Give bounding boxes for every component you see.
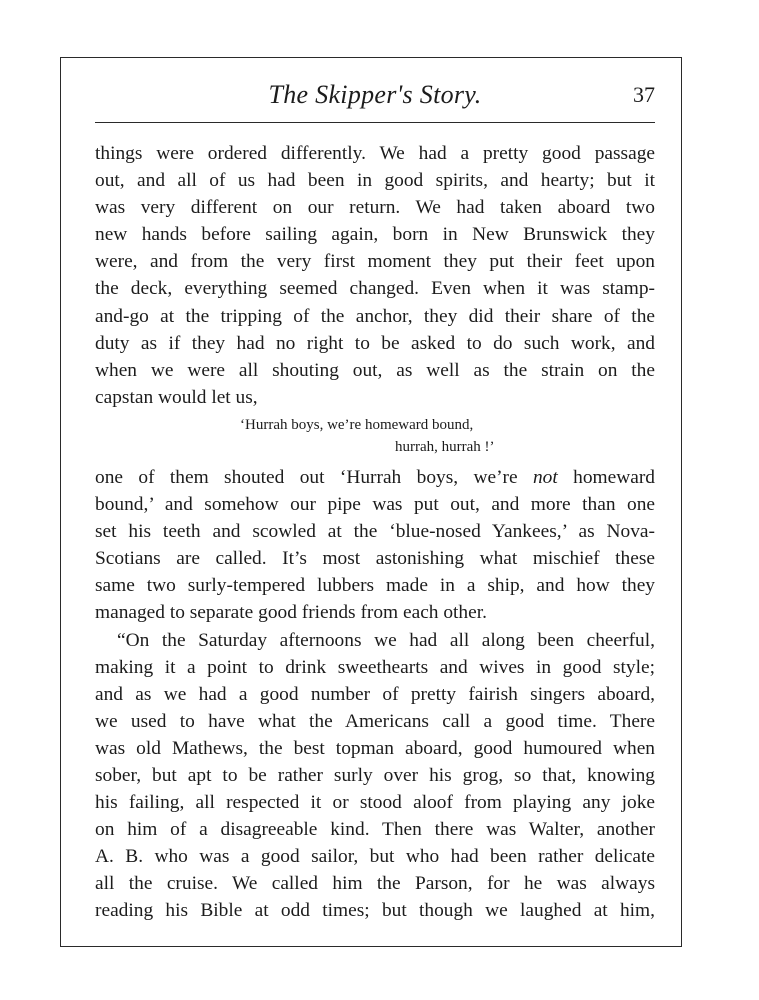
header-rule	[95, 122, 655, 123]
text-line: bound,’ and somehow our pipe was put out, and more than one	[95, 494, 655, 516]
page-number: 37	[633, 82, 655, 107]
paragraph-3	[95, 627, 655, 925]
text-line: on him of a disagreeable kind. Then there was Walter, another	[95, 819, 655, 841]
running-title: The Skipper's Story.	[268, 80, 482, 109]
text-line: was very different on our return. We had taken aboard two	[95, 197, 655, 219]
page-header	[95, 78, 655, 118]
text-line: new hands before sailing again, born in New Brunswick they	[95, 224, 655, 246]
text-line: were, and from the very first moment they put their feet upon	[95, 251, 655, 273]
text-line: and-go at the tripping of the anchor, they did their share of the	[95, 305, 655, 327]
text-line: “On the Saturday afternoons we had all along been cheerful,	[117, 629, 655, 651]
text-line: we used to have what the Americans call a good time. There	[95, 710, 655, 732]
text-line: set his teeth and scowled at the ‘blue-nosed Yankees,’ as Nova-	[95, 521, 655, 543]
text-line: reading his Bible at odd times; but though we laughed at him,	[95, 900, 655, 922]
text-line: A. B. who was a good sailor, but who had been rather delicate	[95, 846, 655, 868]
text-line: out, and all of us had been in good spirits, and hearty; but it	[95, 170, 655, 192]
verse-line: ‘Hurrah boys, we’re homeward bound,	[240, 416, 474, 433]
paragraph-2	[95, 464, 655, 627]
text-line: the deck, everything seemed changed. Even when it was stamp-	[95, 278, 655, 300]
text-line: and as we had a good number of pretty fairish singers aboard,	[95, 683, 655, 705]
text-line: all the cruise. We called him the Parson, for he was always	[95, 873, 655, 895]
text-line	[95, 464, 655, 491]
text-line: duty as if they had no right to be asked to do such work, and	[95, 332, 655, 354]
text-line: things were ordered differently. We had a pretty good passage	[95, 143, 655, 164]
text-fragment: one of them shouted out ‘Hurrah boys, we’re	[95, 466, 533, 488]
text-line: was old Mathews, the best topman aboard, good humoured when	[95, 737, 655, 759]
paragraph-1	[95, 140, 655, 411]
text-line: managed to separate good friends from each other.	[95, 602, 487, 624]
text-fragment: homeward	[557, 466, 655, 488]
body-text	[95, 140, 655, 925]
text-line: his failing, all respected it or stood aloof from playing any joke	[95, 792, 655, 814]
text-line: same two surly-tempered lubbers made in a ship, and how they	[95, 575, 655, 597]
text-line: Scotians are called. It’s most astonishing what mischief these	[95, 548, 655, 570]
emphasis-not: not	[532, 466, 558, 488]
song-verse	[95, 414, 655, 458]
text-line: capstan would let us,	[95, 386, 258, 408]
verse-line: hurrah, hurrah !’	[395, 438, 495, 455]
text-line: making it a point to drink sweethearts and wives in good style;	[95, 656, 655, 678]
text-line: sober, but apt to be rather surly over his grog, so that, knowing	[95, 764, 655, 786]
text-line: when we were all shouting out, as well as the strain on the	[95, 359, 655, 381]
